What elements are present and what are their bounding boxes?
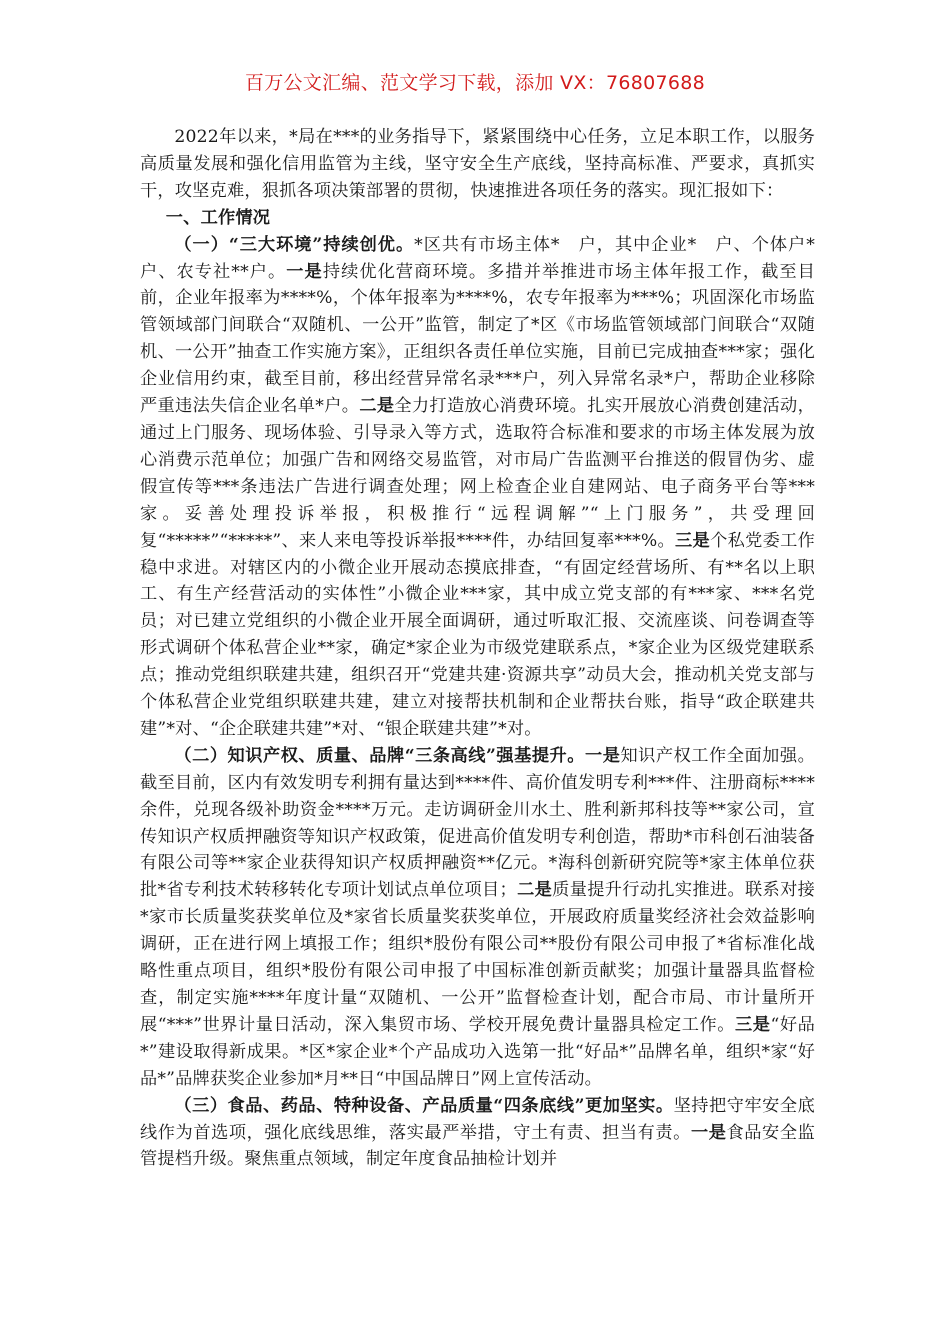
item-marker: 一是 — [286, 261, 323, 282]
paragraph-text: 个私党委工作稳中求进。对辖区内的小微企业开展动态摸底排查，“有固定经营场所、有**名以上职工、有生产经营活动的实体性”小微企业***家，其中成立党支部的有***家、***名党员；对已建立党组织的小微企业开展全面调研，通过听取汇报、交流座谈、问卷调查等形式调研个体私营企业**家，确定*家企业为市级党建联系点，*家企业为区级党建联系点；推动党组织联建共建，组织召开“党建共建·资源共享”动员大会，推动机关党支部与个体私营企业党组织联建共建，建立对接帮扶机制和企业帮扶台账，指导“政企联建共建”*对、“企企联建共建”*对、“银企联建共建”*对。 — [140, 530, 815, 739]
paragraph-text: 知识产权工作全面加强。截至目前，区内有效发明专利拥有量达到****件、高价值发明专利***件、注册商标****余件，兑现各级补助资金****万元。走访调研金川水土、胜利新邦科技等**家公司，宣传知识产权质押融资等知识产权政策，促进高价值发明专利创造，帮助*市科创石油装备有限公司等**家企业获得知识产权质押融资**亿元。*海科创新研究院等*家主体单位获批*省专利技术转移转化专项计划试点单位项目； — [140, 745, 815, 901]
subsection-title: （三）食品、药品、特种设备、产品质量“四条底线”更加坚实。 — [174, 1095, 674, 1116]
paragraph-text: *区共有市场主体* 户，其中企业* 户、个体户* 户、农专社**户。 — [140, 234, 833, 282]
paragraph-text: 全力打造放心消费环境。扎实开展放心消费创建活动，通过上门服务、现场体验、引导录入等方式，选取符合标准和要求的市场主体发展为放心消费示范单位；加强广告和网络交易监管，对市局广告监测平台推送的假冒伪劣、虚假宣传等***条违法广告进行调查处理；网上检查企业自建网站、电子商务平台等***家。妥善处理投诉举报，积极推行“远程调解”“上门服务”，共受理回复“*****”“*****”、来人来电等投诉举报****件，办结回复率***%。 — [140, 396, 815, 551]
header-banner: 百万公文汇编、范文学习下载，添加 VX：76807688 — [244, 72, 706, 94]
paragraph-text: 质量提升行动扎实推进。联系对接*家市长质量奖获奖单位及*家省长质量奖获奖单位，开展政府质量奖经济社会效益影响调研，正在进行网上填报工作；组织*股份有限公司**股份有限公司申报了*省标准化战略性重点项目，组织*股份有限公司申报了中国标准创新贡献奖；加强计量器具监督检查，制定实施****年度计量“双随机、一公开”监督检查计划，配合市局、市计量所开展“***”世界计量日活动，深入集贸市场、学校开展免费计量器具检定工作。 — [140, 880, 815, 1035]
item-marker: 一是 — [690, 1122, 727, 1143]
paragraph-text: 食品安全监管提档升级。聚焦重点领域，制定年度食品抽检计划并 — [140, 1122, 815, 1170]
paragraph-text: “好品*”建设取得新成果。*区*家企业*个产品成功入选第一批“好品*”品牌名单，组织*家“好品*”品牌获奖企业参加*月**日“中国品牌日”网上宣传活动。 — [140, 1014, 816, 1089]
item-marker: 一是 — [585, 745, 621, 766]
paragraph-text: 坚持把守牢安全底线作为首选项，强化底线思维，落实最严举措，守土有责、担当有责。 — [140, 1095, 816, 1143]
item-marker: 三是 — [675, 530, 711, 551]
section-heading: 一、工作情况 — [165, 207, 271, 228]
document-body — [140, 124, 833, 1173]
item-marker: 二是 — [516, 880, 553, 901]
paragraph-safety — [140, 1093, 815, 1174]
paragraph-environment — [140, 232, 833, 743]
item-marker: 三是 — [735, 1014, 771, 1035]
subsection-title: （二）知识产权、质量、品牌“三条高线”强基提升。 — [174, 745, 585, 766]
item-marker: 二是 — [359, 396, 395, 417]
paragraph-quality — [140, 743, 815, 1093]
intro-paragraph: 2022年以来，*局在***的业务指导下，紧紧围绕中心任务，立足本职工作，以服务高质量发展和强化信用监管为主线，坚守安全生产底线，坚持高标准、严要求，真抓实干，攻坚克难，狠抓各项决策部署的贯彻，快速推进各项任务的落实。现汇报如下： — [140, 127, 815, 201]
subsection-title: （一）“三大环境”持续创优。 — [174, 234, 415, 255]
paragraph-text: 持续优化营商环境。多措并举推进市场主体年报工作，截至目前，企业年报率为****%，个体年报率为****%，农专年报率为***%；巩固深化市场监管领域部门间联合“双随机、一公开”监管，制定了*区《市场监管领域部门间联合“双随机、一公开”抽查工作实施方案》，正组织各责任单位实施，目前已完成抽查***家；强化企业信用约束，截至目前，移出经营异常名录***户，列入异常名录*户，帮助企业移除严重违法失信企业名单*户。 — [140, 261, 815, 417]
